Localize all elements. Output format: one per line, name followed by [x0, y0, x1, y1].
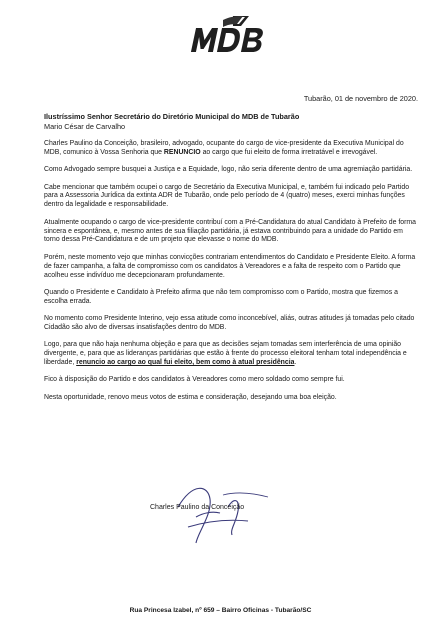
addressee-title: Ilustríssimo Senhor Secretário do Diretório Municipal do MDB de Tubarão — [44, 112, 300, 121]
addressee-name: Mario César de Carvalho — [44, 122, 126, 131]
paragraph-1-end: ao cargo que fui eleito de forma irretratável e irrevogável. — [200, 148, 378, 156]
mdb-logo — [183, 14, 275, 56]
paragraph-6: Quando o Presidente e Candidato à Prefeito afirma que não tem compromisso com o Partido, mostra que fizemos a escolha errada. — [44, 288, 398, 305]
paragraph-1 — [44, 140, 420, 158]
mdb-logo-graphic — [183, 14, 275, 56]
handwritten-signature — [168, 477, 278, 547]
paragraph-3: Cabe mencionar que também ocupei o cargo de Secretário da Executiva Municipal, e, também fui indicado pelo Partido para a Assessoria Jurídica da extinta ADR de Tubarão, onde pelo período de 4 (quatro) meses, exerci minhas funções dentro da legalidade e responsabilidade. — [44, 183, 410, 209]
renounce-presidency-emphasis: renuncio ao cargo ao qual fui eleito, bem como à atual presidência — [76, 359, 295, 367]
paragraph-5: Porém, neste momento vejo que minhas convicções contrariam entendimentos do Candidato e Presidente Eleito. A forma de fazer campanha, a falta de compromisso com os candidatos à Vereadores e a falta de respeito com o Partido que acolheu esse indivíduo me decepcionaram profundamente. — [44, 253, 416, 279]
renuncio-emphasis: RENUNCIO — [163, 148, 201, 156]
paragraph-8-end: . — [294, 359, 297, 367]
letter-date: Tubarão, 01 de novembro de 2020. — [303, 94, 418, 103]
letterhead-footer-address: Rua Princesa Izabel, nº 659 – Bairro Oficinas - Tubarão/SC — [129, 607, 312, 614]
addressee-block — [44, 112, 404, 132]
paragraph-7: No momento como Presidente Interino, vejo essa atitude como inconcebível, aliás, outras atitudes já tomadas pelo citado Cidadão são alvo de diversas insatisfações dentro do MDB. — [44, 315, 415, 331]
paragraph-1-text: Charles Paulino da Conceição, brasileiro, advogado, ocupante do cargo de vice-presidente da Executiva Municipal do MDB, comunico à Vossa Senhoria que — [44, 140, 404, 156]
paragraph-4: Atualmente ocupando o cargo de vice-presidente contribuí com a Pré-Candidatura do atual Candidato à Prefeito de forma sincera e espontânea, e, mesmo antes de sua filiação partidária, já estava contribuindo para a unidade do Partido em torno dessa Pré-Candidatura e de um projeto que elevasse o nome do MDB. — [44, 218, 416, 244]
paragraph-9: Fico à disposição do Partido e dos candidatos à Vereadores como mero soldado como sempre fui. — [44, 376, 345, 384]
paragraph-8-text: Logo, para que não haja nenhuma objeção e para que as decisões sejam tomadas sem interferência de uma opinião divergente, e, para que as lideranças partidárias que estão à frente do processo eleitoral tenham total independência e liberdade, — [44, 341, 407, 367]
paragraph-2: Como Advogado sempre busquei a Justiça e a Equidade, logo, não seria diferente dentro de uma agremiação partidária. — [44, 166, 413, 174]
paragraph-10: Nesta oportunidade, renovo meus votos de estima e consideração, desejando uma boa eleição. — [44, 393, 337, 401]
signature-name: Charles Paulino da Conceição — [150, 504, 245, 511]
paragraph-8 — [44, 341, 420, 368]
letter-body — [44, 140, 420, 403]
